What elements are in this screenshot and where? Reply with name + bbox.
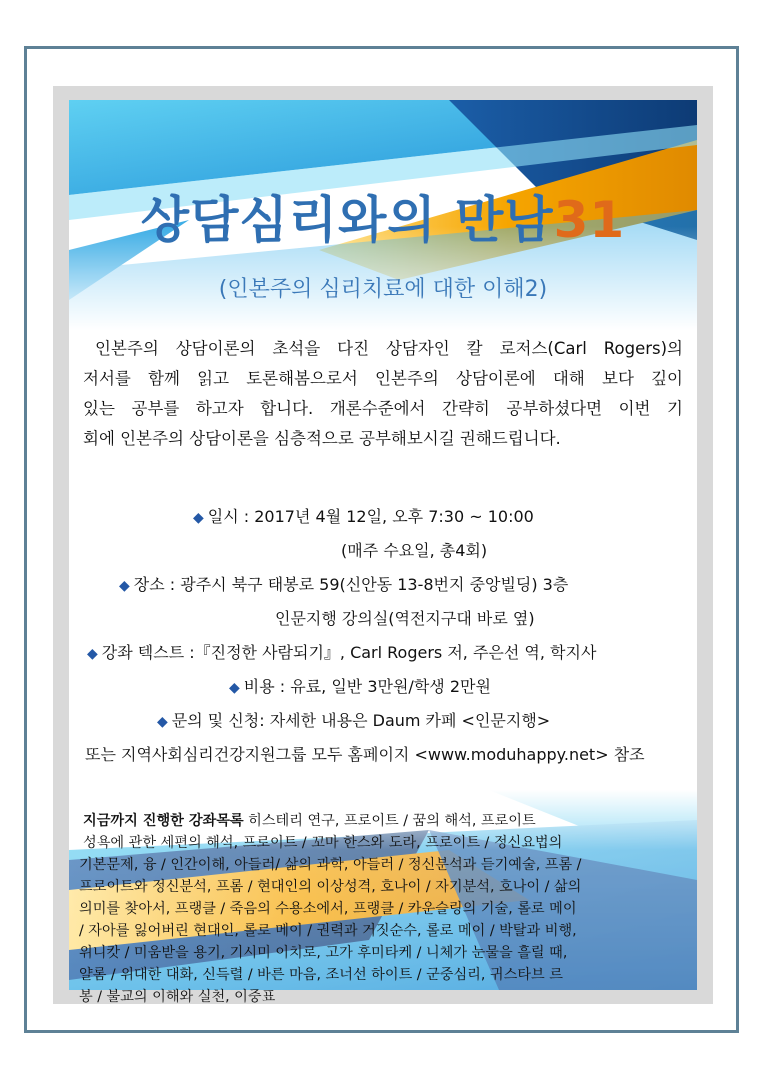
history-heading: 지금까지 진행한 강좌목록 <box>83 813 244 829</box>
intro-paragraph <box>83 334 683 454</box>
history-first-line <box>79 810 689 832</box>
poster-subtitle: (인본주의 심리치료에 대한 이해2) <box>218 277 548 302</box>
info-contact-note: 또는 지역사회심리건강지원그룹 모두 홈페이지 <www.moduhappy.net> 참조 <box>85 745 645 764</box>
intro-line: 저서를 함께 읽고 토론해봄으로서 인본주의 상담이론에 대해 보다 깊이 <box>83 369 683 388</box>
history-line: 의미를 찾아서, 프랭클 / 죽음의 수용소에서, 프랭클 / 카운슬링의 기술, 롤로 메이 <box>79 901 577 917</box>
info-contact <box>157 708 550 731</box>
title-number: 31 <box>553 191 626 249</box>
title-main: 상담심리와의 만남 <box>140 191 554 249</box>
info-cost-text: 비용 : 유료, 일반 3만원/학생 2만원 <box>243 677 491 696</box>
course-history <box>79 810 689 1008</box>
intro-line: 인본주의 상담이론의 초석을 다진 상담자인 칼 로저스(Carl Rogers)의 <box>95 339 683 358</box>
info-date <box>193 504 534 527</box>
info-textbook <box>87 640 596 663</box>
history-line: / 자아를 잃어버린 현대인, 롤로 메이 / 권력과 거짓순수, 롤로 메이 / 박탈과 비행, <box>79 923 577 939</box>
info-place <box>119 572 568 595</box>
diamond-icon: ◆ <box>157 714 168 730</box>
poster-inner <box>69 100 697 1005</box>
info-place-note: 인문지행 강의실(역전지구대 바로 옆) <box>275 609 535 628</box>
info-place-text: 장소 : 광주시 북구 태봉로 59(신안동 13-8번지 중앙빌딩) 3층 <box>133 575 569 594</box>
diamond-icon: ◆ <box>229 680 240 696</box>
diamond-icon: ◆ <box>87 646 98 662</box>
info-date-text: 일시 : 2017년 4월 12일, 오후 7:30 ~ 10:00 <box>207 507 534 526</box>
diamond-icon: ◆ <box>193 510 204 526</box>
intro-line: 회에 인본주의 상담이론을 심층적으로 공부해보시길 권해드립니다. <box>83 429 561 448</box>
info-textbook-text: 강좌 텍스트 :『진정한 사람되기』, Carl Rogers 저, 주은선 역, 학지사 <box>101 643 597 662</box>
history-line: 히스테리 연구, 프로이트 / 꿈의 해석, 프로이트 <box>243 813 536 829</box>
diamond-icon: ◆ <box>119 578 130 594</box>
history-line: 봉 / 불교의 이해와 실천, 이중표 <box>79 989 276 1005</box>
info-contact-text: 문의 및 신청: 자세한 내용은 Daum 카페 <인문지행> <box>171 711 551 730</box>
intro-line: 있는 공부를 하고자 합니다. 개론수준에서 간략히 공부하셨다면 이번 기 <box>83 399 683 418</box>
history-line: 프로이트와 정신분석, 프롬 / 현대인의 이상성격, 호나이 / 자기분석, 호나이 / 삶의 <box>79 879 582 895</box>
history-line: 기본문제, 융 / 인간이해, 아들러/ 삶의 과학, 아들러 / 정신분석과 듣기예술, 프롬 / <box>79 857 582 873</box>
poster-title <box>69 180 697 252</box>
info-cost <box>229 674 491 697</box>
info-date-note: (매주 수요일, 총4회) <box>341 541 488 560</box>
history-line: 성욕에 관한 세편의 해석, 프로이트 / 꼬마 한스와 도라, 프로이트 / 정신요법의 <box>83 835 563 851</box>
history-line: 얄롬 / 위대한 대화, 신득렬 / 바른 마음, 조너선 하이트 / 군중심리, 귀스타브 르 <box>79 967 563 983</box>
poster <box>53 86 713 1004</box>
history-line: 위니캇 / 미움받을 용기, 기시미 이치로, 고가 후미타케 / 니체가 눈물을 흘릴 때, <box>79 945 568 961</box>
